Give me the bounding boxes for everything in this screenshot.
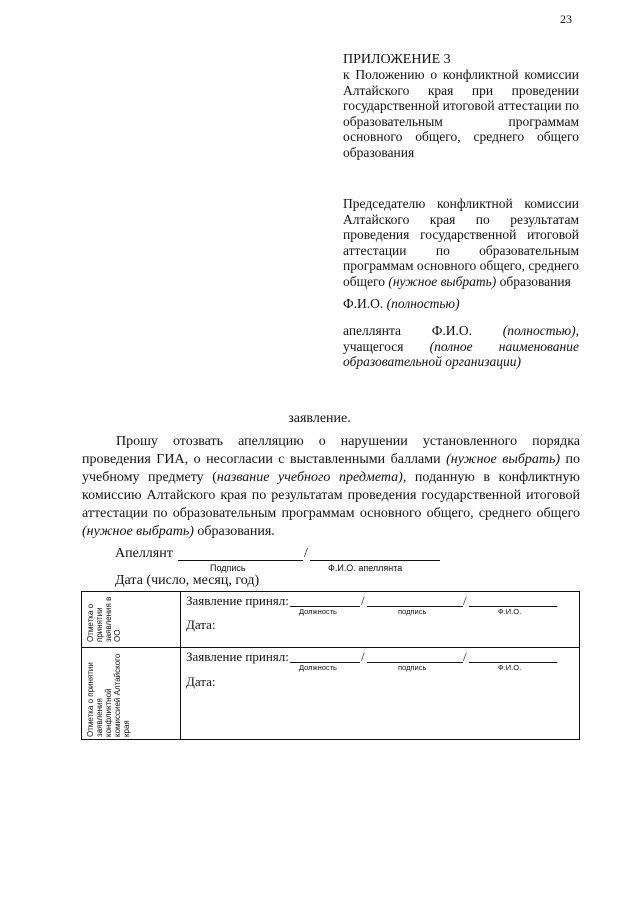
addressee-block xyxy=(343,196,579,289)
fio-caption: Ф.И.О. апеллянта xyxy=(328,563,403,573)
fio-note: (полностью) xyxy=(386,296,460,311)
addressee-text: Председателю конфликтной комиссии Алтайского края по результатам проведения государственной итоговой аттестации по образовательным программам основного общего, среднего общего xyxy=(343,196,579,289)
statement-p4: образования. xyxy=(197,524,275,539)
appendix-text: к Положению о конфликтной комиссии Алтайского края при проведении государственной итоговой аттестации по образовательным программам основного общего, среднего общего образования xyxy=(343,67,579,160)
statement-body xyxy=(82,433,580,541)
date-label: Дата (число, месяц, год) xyxy=(115,573,260,588)
row2-accepted-label: Заявление принял: xyxy=(186,649,289,664)
fio-line-field xyxy=(310,560,440,561)
statement-p2: по учебному предмету ( xyxy=(82,452,581,485)
row1-side-label: Отметка о принятии заявления в ОО xyxy=(86,596,122,642)
row1-date-label: Дата: xyxy=(186,617,216,632)
addressee-tail: образования xyxy=(499,273,571,289)
row2-sign-caption: подпись xyxy=(398,663,427,672)
fio-line xyxy=(343,296,579,312)
row1-fio-caption: Ф.И.О. xyxy=(498,607,522,616)
acceptance-table xyxy=(81,591,580,740)
statement-p1: Прошу отозвать апелляцию о нарушении установленного порядка проведения ГИА, о несогласии с выставленными баллами xyxy=(82,434,580,467)
page-number: 23 xyxy=(560,12,572,26)
appellant-label: апеллянта Ф.И.О. xyxy=(343,323,472,338)
row1-slash-1: / xyxy=(361,593,365,608)
signature-slash: / xyxy=(304,546,308,561)
statement-p1-note: (нужное выбрать) xyxy=(446,452,561,467)
appellant-note: (полностью), xyxy=(502,323,579,338)
statement-title: заявление. xyxy=(288,411,351,426)
row2-slash-1: / xyxy=(361,649,365,664)
table-column-divider xyxy=(180,592,181,739)
row2-date-label: Дата: xyxy=(186,674,216,689)
statement-subject-note: название учебного предмета), xyxy=(216,470,407,485)
signature-label: Апеллянт xyxy=(115,546,173,561)
appellant-org-note: (полное наименование образовательной организации) xyxy=(343,338,579,369)
row1-accepted-label: Заявление принял: xyxy=(186,593,289,608)
row1-sign-caption: подпись xyxy=(398,607,427,616)
row1-position-caption: Должность xyxy=(299,607,337,616)
row2-slash-2: / xyxy=(463,649,467,664)
row1-slash-2: / xyxy=(463,593,467,608)
statement-p3: поданную в конфликтную комиссию Алтайского края по результатам проведения государственной итоговой аттестации по образовательным программам основного общего, среднего общего xyxy=(82,470,581,521)
addressee-note: (нужное выбрать) xyxy=(388,273,497,289)
row2-fio-caption: Ф.И.О. xyxy=(498,663,522,672)
appendix-title: ПРИЛОЖЕНИЕ 3 xyxy=(343,52,451,67)
signature-line xyxy=(178,560,303,561)
row2-side-label: Отметка о принятии заявления конфликтной комиссией Алтайского края xyxy=(86,653,131,737)
appellant-text: учащегося xyxy=(343,338,404,354)
appellant-block xyxy=(343,323,579,370)
table-row-divider xyxy=(82,647,579,648)
row2-position-caption: Должность xyxy=(299,663,337,672)
signature-caption: Подпись xyxy=(210,563,246,573)
statement-p3-note: (нужное выбрать) xyxy=(82,524,194,539)
fio-label: Ф.И.О. xyxy=(343,296,384,311)
